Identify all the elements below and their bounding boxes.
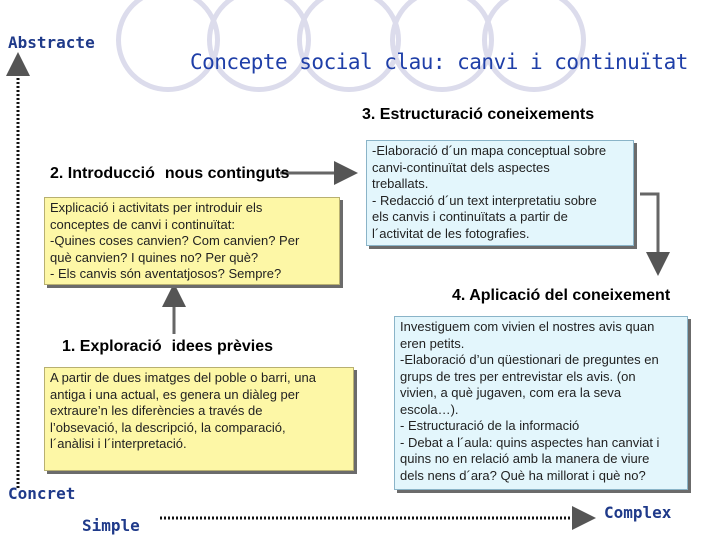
axis-simple-label: Simple xyxy=(82,516,140,535)
step4-line: grups de tres per entrevistar els avis. (on xyxy=(400,368,636,384)
step3-line: l´activitat de les fotografies. xyxy=(372,225,530,241)
step4-line: escola…). xyxy=(400,401,459,417)
step4-line: - Estructuració de la informació xyxy=(400,418,580,433)
step4-heading xyxy=(452,287,670,305)
step4-line: Investiguem com vivien el nostres avis quan xyxy=(400,319,655,334)
step2-line: -Quines coses canvien? Com canvien? Per xyxy=(50,233,300,248)
step1-line: l’obsevació, la descripció, la comparació, xyxy=(50,419,286,435)
step3-line: canvi-continuïtat dels aspectes xyxy=(372,159,550,175)
step4-line: vivien, a què jugaven, com era la seva xyxy=(400,385,622,400)
step1-heading-part2: idees prèvies xyxy=(171,338,273,355)
step4-line: dels nens d´ara? Què ha millorat i què no? xyxy=(400,467,646,483)
step3-line: -Elaboració d´un mapa conceptual sobre xyxy=(372,143,607,158)
step2-box xyxy=(44,197,340,285)
step2-line: què canvien? I quines no? Per què? xyxy=(50,249,259,265)
step4-line: eren petits. xyxy=(400,335,465,351)
step3-line: els canvis i continuïtats a partir de xyxy=(372,209,568,224)
step1-line: extraure’n les diferències a través de xyxy=(50,403,263,418)
axis-concrete-label: Concret xyxy=(8,484,76,503)
step1-line: antiga i una actual, es genera un diàleg per xyxy=(50,386,300,402)
step3-heading-text: 3. Estructuració coneixements xyxy=(362,106,595,123)
step4-box xyxy=(394,316,688,490)
step1-heading-part1: 1. Exploració xyxy=(62,338,162,355)
arrow-step3-to-step4 xyxy=(640,194,658,270)
step2-line: conceptes de canvi i continuïtat: xyxy=(50,216,236,232)
step4-line: - Debat a l´aula: quins aspectes han canviat i xyxy=(400,434,660,450)
step2-heading xyxy=(50,165,289,183)
axis-abstract-label: Abstracte xyxy=(8,33,95,52)
step1-line: l´anàlisi i l´interpretació. xyxy=(50,436,187,451)
axis-complex-label: Complex xyxy=(604,503,672,522)
step3-box xyxy=(366,140,634,246)
step3-line: - Redacció d´un text interpretatiu sobre xyxy=(372,192,597,208)
step4-line: quins no en relació amb la manera de viure xyxy=(400,451,650,466)
step1-heading xyxy=(62,338,273,356)
step2-line: - Els canvis són aventatjosos? Sempre? xyxy=(50,266,282,281)
step1-box xyxy=(44,367,354,471)
page-title: Concepte social clau: canvi i continuïtat xyxy=(190,50,688,74)
step3-line: treballats. xyxy=(372,176,429,191)
step1-line: A partir de dues imatges del poble o barri, una xyxy=(50,370,316,385)
step2-line: Explicació i activitats per introduir els xyxy=(50,200,263,215)
step2-heading-part1: 2. Introducció xyxy=(50,165,155,182)
step4-line: -Elaboració d’un qüestionari de preguntes en xyxy=(400,352,659,367)
step2-heading-part2: nous continguts xyxy=(164,165,290,182)
step3-heading xyxy=(362,106,594,124)
step4-heading-text: 4. Aplicació del coneixement xyxy=(452,287,671,304)
